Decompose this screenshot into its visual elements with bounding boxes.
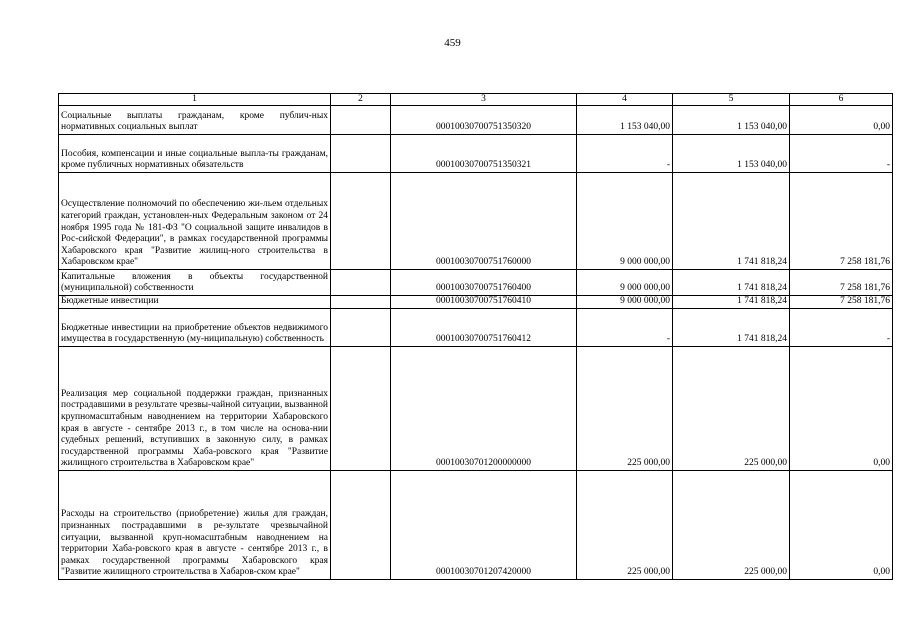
row-value-6: 7 258 181,76 [790,270,893,296]
row-col2 [331,309,391,347]
table-header-row [59,94,893,106]
row-name: Бюджетные инвестиции [59,296,331,309]
table-row [59,471,893,580]
row-value-4: 9 000 000,00 [577,173,673,270]
column-header: 4 [577,94,673,106]
row-value-4: 1 153 040,00 [577,106,673,135]
table-row [59,270,893,296]
budget-table [58,93,893,580]
row-value-5: 1 741 818,24 [673,296,790,309]
row-value-4: 225 000,00 [577,347,673,471]
row-col2 [331,173,391,270]
row-col2 [331,296,391,309]
row-code: 00010030700751350321 [391,135,577,173]
column-header: 3 [391,94,577,106]
table-row [59,106,893,135]
row-value-5: 1 741 818,24 [673,270,790,296]
column-header: 6 [790,94,893,106]
row-value-4: 9 000 000,00 [577,270,673,296]
row-code: 00010030700751760400 [391,270,577,296]
row-value-6: 7 258 181,76 [790,296,893,309]
table-row [59,347,893,471]
row-code: 00010030701200000000 [391,347,577,471]
page-number: 459 [444,37,461,49]
column-header: 1 [59,94,331,106]
column-header: 2 [331,94,391,106]
row-value-5: 225 000,00 [673,471,790,580]
row-name: Пособия, компенсации и иные социальные выпла-ты гражданам, кроме публичных нормативных обязательств [59,135,331,173]
row-code: 00010030700751760412 [391,309,577,347]
row-value-6: 7 258 181,76 [790,173,893,270]
row-value-6: - [790,309,893,347]
row-name: Социальные выплаты гражданам, кроме публич-ных нормативных социальных выплат [59,106,331,135]
row-value-6: 0,00 [790,106,893,135]
table-row [59,173,893,270]
row-value-5: 1 741 818,24 [673,173,790,270]
row-value-5: 1 741 818,24 [673,309,790,347]
row-code: 00010030701207420000 [391,471,577,580]
row-value-4: 225 000,00 [577,471,673,580]
row-value-4: - [577,135,673,173]
row-code: 00010030700751760000 [391,173,577,270]
table-row [59,309,893,347]
row-value-5: 225 000,00 [673,347,790,471]
row-col2 [331,106,391,135]
row-value-4: 9 000 000,00 [577,296,673,309]
row-value-5: 1 153 040,00 [673,135,790,173]
row-code: 00010030700751350320 [391,106,577,135]
row-col2 [331,135,391,173]
row-name: Реализация мер социальной поддержки граждан, признанных пострадавшими в результате чрезвы-чайной ситуации, вызванной крупномасштабным наводнением на территории Хабаровского края в августе - сентябре 2013 г., в том числе на основа-нии судебных решений, вступивших в законную силу, в рамках государственной программы Хаба-ровского края "Развитие жилищного строительства в Хабаровском крае" [59,347,331,471]
row-name: Бюджетные инвестиции на приобретение объектов недвижимого имущества в государственную (му-ниципальную) собственность [59,309,331,347]
row-value-4: - [577,309,673,347]
row-value-5: 1 153 040,00 [673,106,790,135]
row-name: Капитальные вложения в объекты государственной (муниципальной) собственности [59,270,331,296]
row-code: 00010030700751760410 [391,296,577,309]
row-col2 [331,347,391,471]
table-row [59,296,893,309]
column-header: 5 [673,94,790,106]
row-name: Осуществление полномочий по обеспечению жи-льем отдельных категорий граждан, установлен-ных Федеральным законом от 24 ноября 1995 года № 181-ФЗ "О социальной защите инвалидов в Рос-сийской Федерации", в рамках государственной программы Хабаровского края "Развитие жилищ-ного строительства в Хабаровском крае" [59,173,331,270]
row-value-6: 0,00 [790,471,893,580]
row-value-6: 0,00 [790,347,893,471]
row-name: Расходы на строительство (приобретение) жилья для граждан, признанных пострадавшими в ре-зультате чрезвычайной ситуации, вызванной круп-номасштабным наводнением на территории Хаба-ровского края в августе - сентябре 2013 г., в рамках государственной программы Хабаровского края "Развитие жилищного строительства в Хабаров-ском крае" [59,471,331,580]
table-row [59,135,893,173]
row-col2 [331,471,391,580]
row-value-6: - [790,135,893,173]
row-col2 [331,270,391,296]
